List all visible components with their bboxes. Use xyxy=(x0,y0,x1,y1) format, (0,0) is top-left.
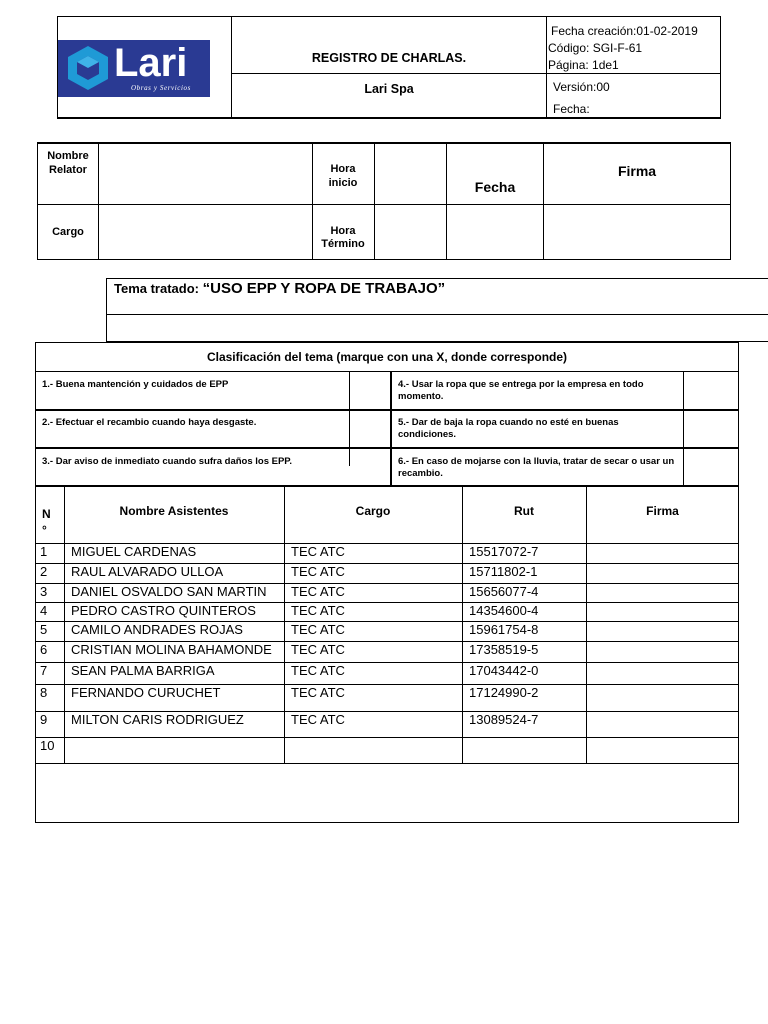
cell-cargo: TEC ATC xyxy=(291,622,345,637)
tema-tratado xyxy=(114,280,445,298)
cell-nombre: DANIEL OSVALDO SAN MARTIN xyxy=(71,584,267,599)
clasif-item-6: 6.- En caso de mojarse con la lluvia, tratar de secar o usar un recambio. xyxy=(398,456,675,479)
table-gridline xyxy=(35,763,739,764)
cell-firma[interactable] xyxy=(593,584,737,601)
cell-rut: 14354600-4 xyxy=(469,603,539,618)
version: Versión:00 xyxy=(553,80,610,94)
hora-termino-label: Hora Término xyxy=(321,225,365,250)
cell-n: 10 xyxy=(40,738,55,753)
cell-n: 2 xyxy=(40,564,48,579)
cell-nombre: SEAN PALMA BARRIGA xyxy=(71,663,215,678)
codigo: Código: SGI-F-61 xyxy=(548,41,643,55)
cell-cargo: TEC ATC xyxy=(291,564,345,579)
nombre-relator-field[interactable] xyxy=(99,143,312,204)
company-logo xyxy=(58,40,210,97)
cell-firma[interactable] xyxy=(593,663,737,683)
cell-n: 6 xyxy=(40,642,48,657)
hexagon-cube-icon xyxy=(64,44,112,92)
fecha-label: Fecha: xyxy=(553,102,590,116)
cell-firma[interactable] xyxy=(593,738,737,762)
cell-firma[interactable] xyxy=(593,642,737,661)
hora-inicio-label: Hora inicio xyxy=(328,163,358,189)
nombre-relator-label: Nombre Relator xyxy=(47,150,89,176)
clasif-checkbox-2[interactable] xyxy=(350,411,390,447)
cell-rut: 15517072-7 xyxy=(469,544,539,559)
cell-rut: 17358519-5 xyxy=(469,642,539,657)
cell-rut: 15961754-8 xyxy=(469,622,539,637)
cell-rut: 17043442-0 xyxy=(469,663,539,678)
cell-rut: 13089524-7 xyxy=(469,712,539,727)
hora-termino-field[interactable] xyxy=(375,205,446,260)
tema-divider xyxy=(106,314,768,315)
cell-firma[interactable] xyxy=(593,603,737,620)
tema-label: Tema tratado: xyxy=(114,281,203,296)
clasif-item-5: 5.- Dar de baja la ropa cuando no esté en buenas condiciones. xyxy=(398,417,619,440)
cell-cargo: TEC ATC xyxy=(291,663,345,678)
cell-nombre: CRISTIAN MOLINA BAHAMONDE xyxy=(71,642,272,657)
table-header-rut: Rut xyxy=(514,504,534,518)
cell-firma[interactable] xyxy=(593,712,737,736)
cell-cargo: TEC ATC xyxy=(291,685,345,700)
cell-n: 4 xyxy=(40,603,48,618)
firma-field[interactable] xyxy=(544,205,730,260)
clasif-checkbox-3[interactable] xyxy=(350,449,390,485)
clasificacion-title: Clasificación del tema (marque con una X, donde corresponde) xyxy=(206,350,568,364)
cell-nombre: MILTON CARIS RODRIGUEZ xyxy=(71,712,244,727)
firma-column-label: Firma xyxy=(617,163,657,179)
cell-nombre: RAUL ALVARADO ULLOA xyxy=(71,564,224,579)
document-title: REGISTRO DE CHARLAS. xyxy=(311,51,467,65)
clasif-checkbox-4[interactable] xyxy=(684,372,738,409)
cell-firma[interactable] xyxy=(593,564,737,582)
cell-rut xyxy=(469,738,584,762)
cell-cargo: TEC ATC xyxy=(291,712,345,727)
cell-cargo: TEC ATC xyxy=(291,642,345,657)
cell-firma[interactable] xyxy=(593,544,737,562)
cell-nombre: MIGUEL CARDENAS xyxy=(71,544,197,559)
table-header-firma: Firma xyxy=(646,504,679,518)
table-header-cargo: Cargo xyxy=(355,504,391,518)
table-header-nombre: Nombre Asistentes xyxy=(119,504,229,518)
cell-rut: 15656077-4 xyxy=(469,584,539,599)
logo-subtitle: Obras y Servicios xyxy=(131,84,191,92)
header-divider xyxy=(546,16,547,118)
cell-cargo: TEC ATC xyxy=(291,544,345,559)
cell-cargo: TEC ATC xyxy=(291,603,345,618)
clasif-item-2: 2.- Efectuar el recambio cuando haya desgaste. xyxy=(42,417,257,428)
tema-value: “USO EPP Y ROPA DE TRABAJO” xyxy=(202,280,446,297)
cell-n: 1 xyxy=(40,544,48,559)
cargo-field[interactable] xyxy=(99,205,312,260)
cell-rut: 15711802-1 xyxy=(469,564,538,579)
company-name: Lari Spa xyxy=(364,82,414,96)
clasif-item-3: 3.- Dar aviso de inmediato cuando sufra daños los EPP. xyxy=(42,456,293,467)
table-header-n: N ° xyxy=(42,507,51,537)
cell-n: 9 xyxy=(40,712,48,727)
fecha-field[interactable] xyxy=(447,205,543,260)
clasif-item-1: 1.- Buena mantención y cuidados de EPP xyxy=(42,379,229,390)
hora-inicio-field[interactable] xyxy=(375,143,446,204)
cell-nombre: CAMILO ANDRADES ROJAS xyxy=(71,622,243,637)
cell-n: 8 xyxy=(40,685,48,700)
cargo-label: Cargo xyxy=(52,226,84,238)
cell-n: 3 xyxy=(40,584,48,599)
relator-divider xyxy=(312,143,313,260)
cell-nombre: PEDRO CASTRO QUINTEROS xyxy=(71,603,256,618)
cell-cargo: TEC ATC xyxy=(291,584,345,599)
cell-n: 5 xyxy=(40,622,48,637)
clasif-checkbox-1[interactable] xyxy=(350,372,390,409)
cell-nombre: FERNANDO CURUCHET xyxy=(71,685,221,700)
cell-cargo xyxy=(291,738,460,762)
header-divider xyxy=(231,73,547,74)
clasif-divider xyxy=(390,372,392,486)
clasif-item-4: 4.- Usar la ropa que se entrega por la empresa en todo momento. xyxy=(398,379,644,402)
clasif-checkbox-6[interactable] xyxy=(684,449,738,485)
pagina: Página: 1de1 xyxy=(548,58,619,72)
cell-firma[interactable] xyxy=(593,685,737,710)
clasif-checkbox-5[interactable] xyxy=(684,411,738,447)
fecha-column-label: Fecha xyxy=(474,179,516,195)
logo-text: Lari xyxy=(114,41,188,85)
cell-nombre xyxy=(71,738,282,762)
cell-rut: 17124990-2 xyxy=(469,685,539,700)
cell-firma[interactable] xyxy=(593,622,737,640)
cell-n: 7 xyxy=(40,663,48,678)
fecha-creacion: Fecha creación:01-02-2019 xyxy=(551,24,698,38)
